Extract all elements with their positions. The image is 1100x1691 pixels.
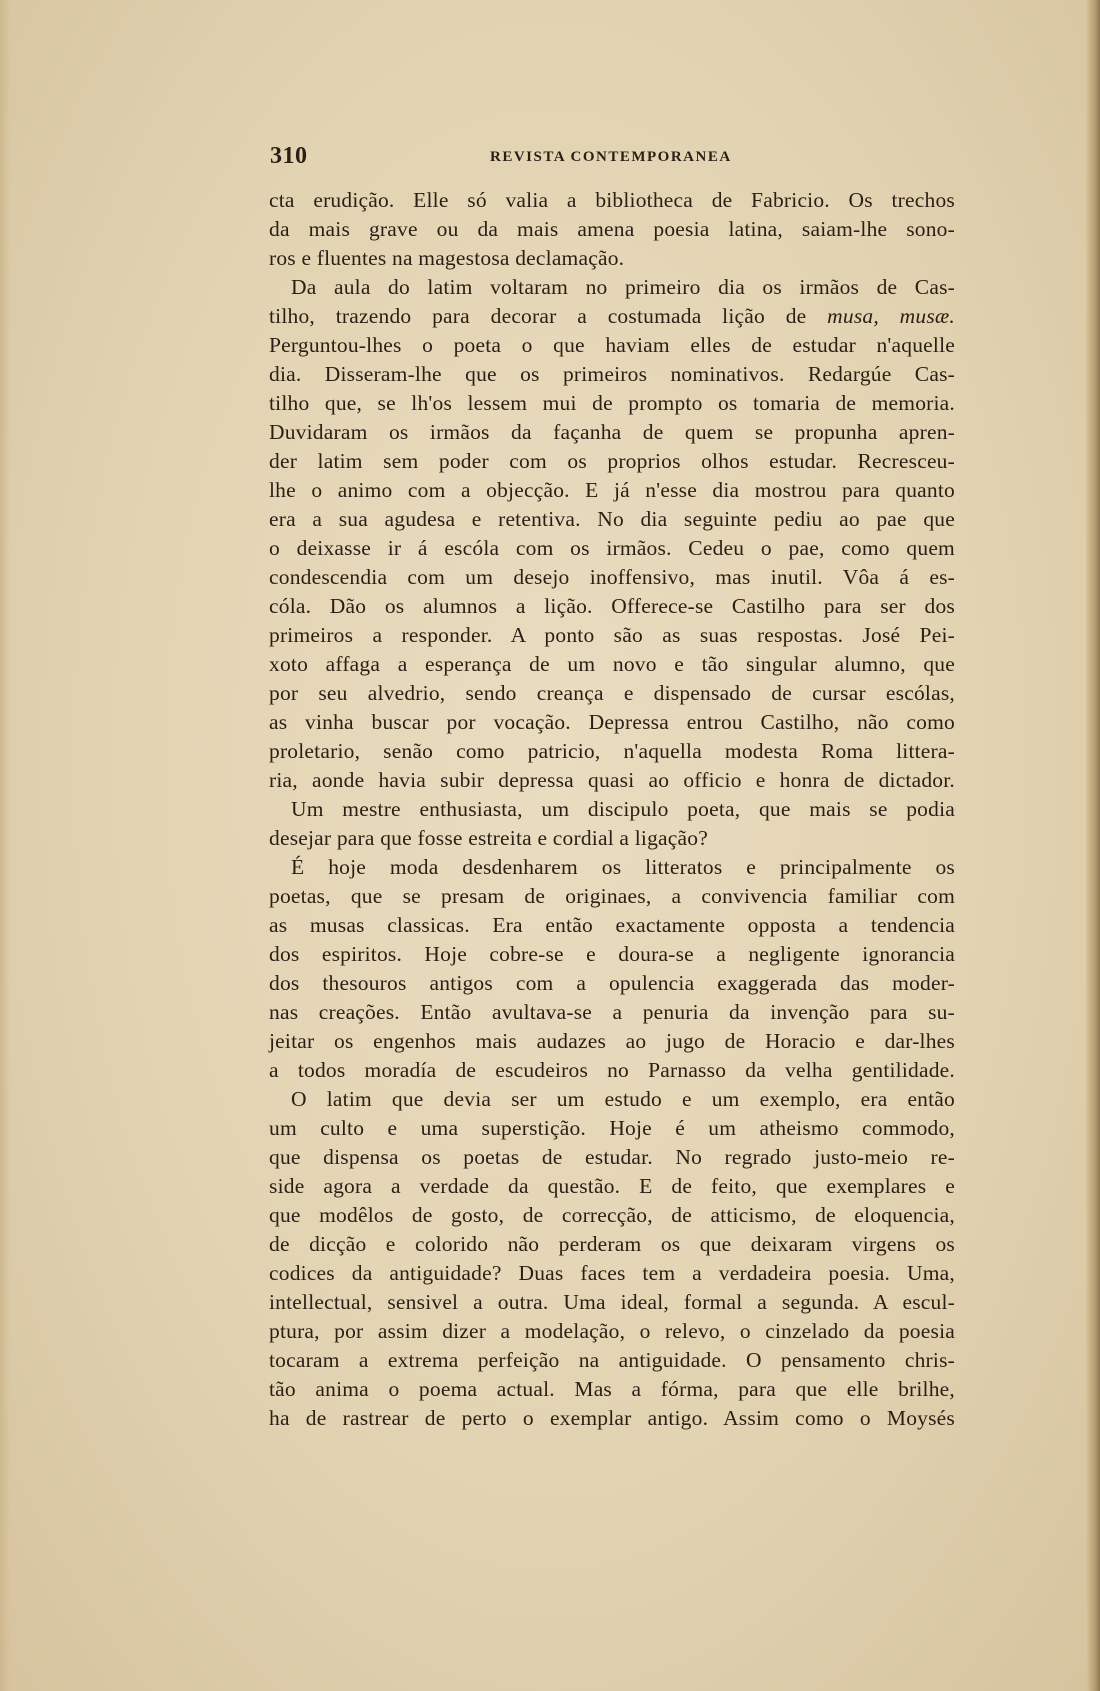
page-number: 310 [270, 143, 308, 169]
text-line: der latim sem poder com os proprios olhos estudar. Recresceu- [269, 449, 955, 473]
page-left-edge [0, 0, 10, 1691]
text-line: tão anima o poema actual. Mas a fórma, para que elle brilhe, [269, 1377, 955, 1401]
text-line: condescendia com um desejo inoffensivo, mas inutil. Vôa á es- [269, 565, 955, 589]
text-line: dos espiritos. Hoje cobre-se e doura-se a negligente ignorancia [269, 942, 955, 966]
text-line: tocaram a extrema perfeição na antiguidade. O pensamento chris- [269, 1348, 955, 1372]
text-line: desejar para que fosse estreita e cordial a ligação? [269, 826, 708, 850]
text-line: da mais grave ou da mais amena poesia latina, saiam-lhe sono- [269, 217, 955, 241]
text-line: as vinha buscar por vocação. Depressa entrou Castilho, não como [269, 710, 955, 734]
text-line: Duvidaram os irmãos da façanha de quem se propunha apren- [269, 420, 955, 444]
text-line: dos thesouros antigos com a opulencia exaggerada das moder- [269, 971, 955, 995]
text-line: codices da antiguidade? Duas faces tem a verdadeira poesia. Uma, [269, 1261, 955, 1285]
text-line: jeitar os engenhos mais audazes ao jugo de Horacio e dar-lhes [269, 1029, 955, 1053]
text-line: a todos moradía de escudeiros no Parnasso da velha gentilidade. [269, 1058, 955, 1082]
text-line: ha de rastrear de perto o exemplar antigo. Assim como o Moysés [269, 1406, 955, 1430]
text-line: É hoje moda desdenharem os litteratos e principalmente os [291, 855, 955, 879]
text-line: cóla. Dão os alumnos a lição. Offerece-se Castilho para ser dos [269, 594, 955, 618]
text-line: ptura, por assim dizer a modelação, o relevo, o cinzelado da poesia [269, 1319, 955, 1343]
text-line: ros e fluentes na magestosa declamação. [269, 246, 625, 270]
text-line: tilho que, se lh'os lessem mui de prompto os tomaria de memoria. [269, 391, 955, 415]
text-line: nas creações. Então avultava-se a penuria da invenção para su- [269, 1000, 955, 1024]
text-line: xoto affaga a esperança de um novo e tão singular alumno, que [269, 652, 955, 676]
text-line: primeiros a responder. A ponto são as suas respostas. José Pei- [269, 623, 955, 647]
text-line: intellectual, sensivel a outra. Uma ideal, formal a segunda. A escul- [269, 1290, 955, 1314]
text-line [269, 302, 955, 331]
text-line: o deixasse ir á escóla com os irmãos. Cedeu o pae, como quem [269, 536, 955, 560]
text-line: cta erudição. Elle só valia a bibliotheca de Fabricio. Os trechos [269, 188, 955, 212]
text-line-prefix: tilho, trazendo para decorar a costumada lição de [269, 304, 828, 328]
text-line: Um mestre enthusiasta, um discipulo poeta, que mais se podia [291, 797, 955, 821]
page-header [270, 143, 960, 179]
text-line: as musas classicas. Era então exactamente opposta a tendencia [269, 913, 955, 937]
text-line: Da aula do latim voltaram no primeiro dia os irmãos de Cas- [291, 275, 955, 299]
text-line: de dicção e colorido não perderam os que deixaram virgens os [269, 1232, 955, 1256]
text-line: ria, aonde havia subir depressa quasi ao officio e honra de dictador. [269, 768, 955, 792]
text-line: O latim que devia ser um estudo e um exemplo, era então [291, 1087, 955, 1111]
text-line: poetas, que se presam de originaes, a convivencia familiar com [269, 884, 955, 908]
text-line: por seu alvedrio, sendo creança e dispensado de cursar escólas, [269, 681, 955, 705]
text-line: era a sua agudesa e retentiva. No dia seguinte pediu ao pae que [269, 507, 955, 531]
text-line: um culto e uma superstição. Hoje é um atheismo commodo, [269, 1116, 955, 1140]
text-line: Perguntou-lhes o poeta o que haviam elles de estudar n'aquelle [269, 333, 955, 357]
text-line: dia. Disseram-lhe que os primeiros nominativos. Redargúe Cas- [269, 362, 955, 386]
body-text [269, 186, 955, 1433]
text-line: proletario, senão como patricio, n'aquella modesta Roma littera- [269, 739, 955, 763]
text-line: lhe o animo com a objecção. E já n'esse dia mostrou para quanto [269, 478, 955, 502]
running-title: REVISTA CONTEMPORANEA [490, 149, 732, 165]
page-right-edge [1086, 0, 1100, 1691]
text-line: que dispensa os poetas de estudar. No regrado justo-meio re- [269, 1145, 955, 1169]
italic-term: musa, musæ. [827, 304, 956, 328]
text-line: que modêlos de gosto, de correcção, de atticismo, de eloquencia, [269, 1203, 955, 1227]
text-line: side agora a verdade da questão. E de feito, que exemplares e [269, 1174, 955, 1198]
